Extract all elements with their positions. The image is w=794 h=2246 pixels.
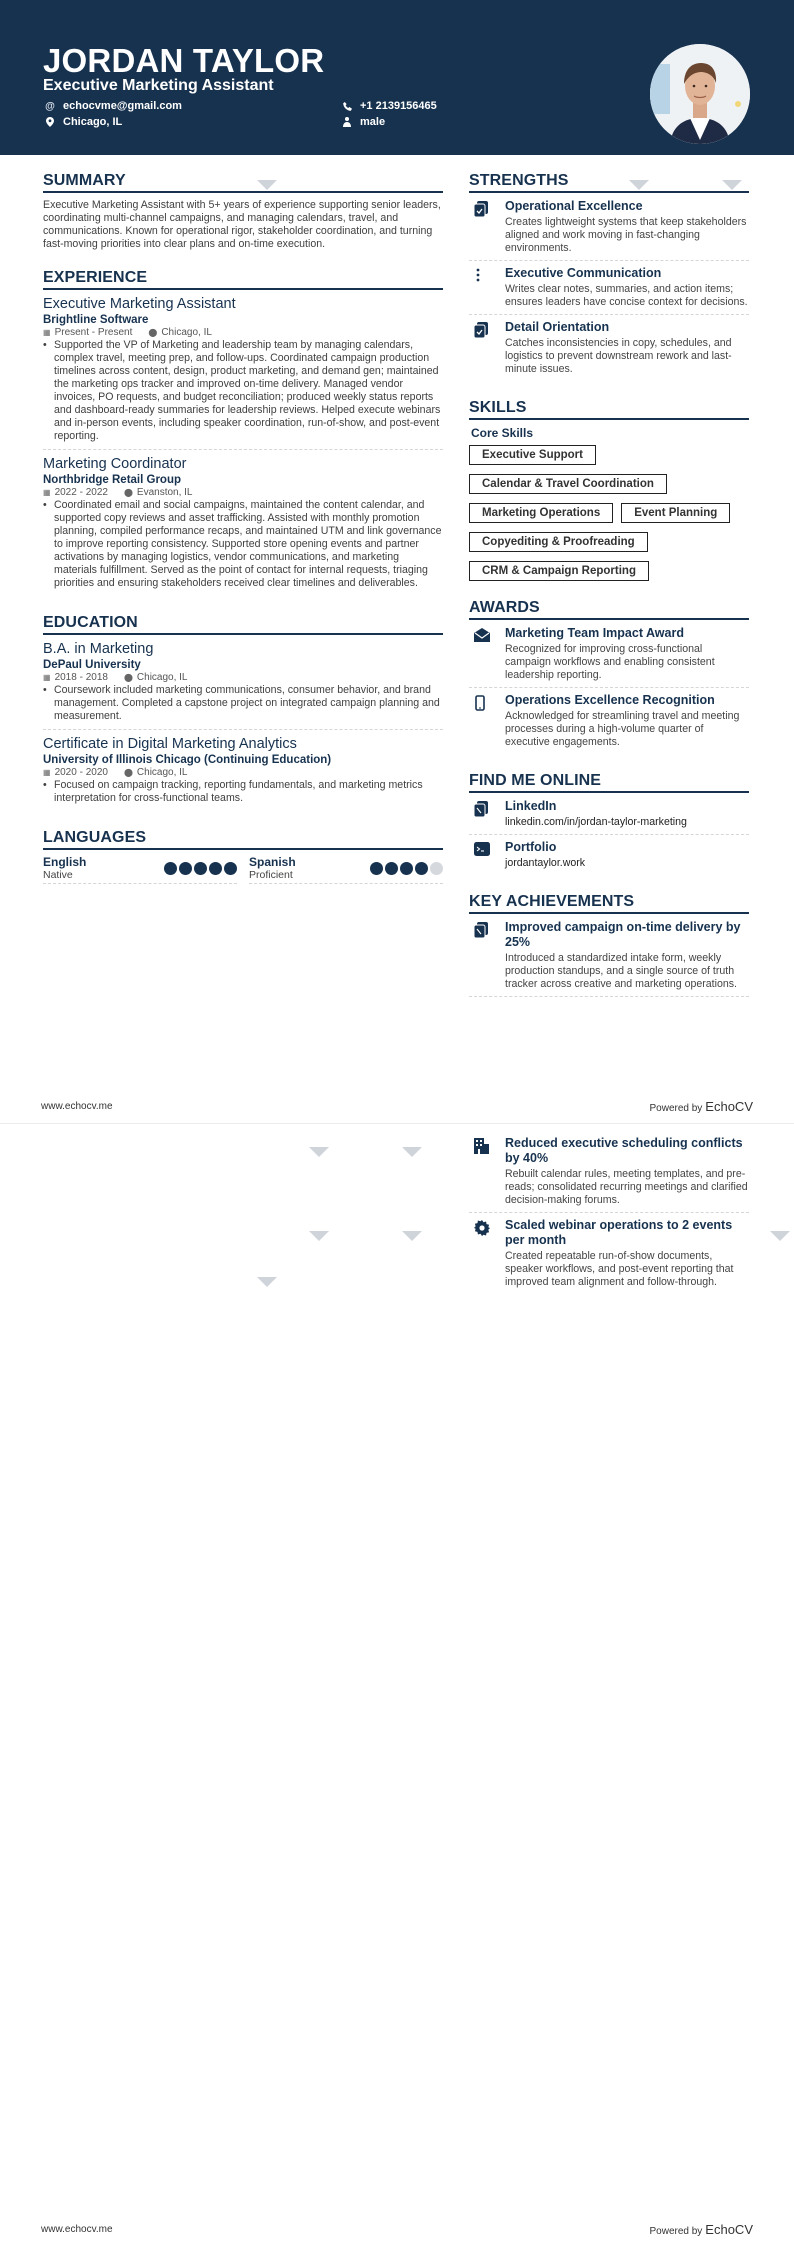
job-meta bbox=[43, 327, 443, 338]
skills-subheading: Core Skills bbox=[471, 426, 534, 440]
degree-title: Certificate in Digital Marketing Analytics bbox=[43, 736, 297, 752]
person-icon bbox=[342, 117, 352, 127]
language-name: English bbox=[43, 855, 87, 869]
powered-by-text: Powered by bbox=[649, 1102, 703, 1114]
skill-tag: Copyediting & Proofreading bbox=[469, 532, 648, 552]
left-column bbox=[43, 172, 443, 902]
award-item bbox=[469, 693, 749, 754]
map-pin-icon: ⬤ bbox=[123, 673, 133, 682]
job-bullet: • Coordinated email and social campaigns, maintained the content calendar, and supported copy reviews and asset trafficking. Assisted with monthly promotion planning, compiled performance recaps, and maintained UTM and link governance to improve reporting consistency. Supported store opening events and partner activations by managing logistics, vendor communications, and marketing materials fulfillment. Served as the point of contact for internal requests, triaging priorities and ensuring stakeholders received clear timelines and deliverables. bbox=[43, 499, 442, 589]
phone-text: +1 2139156465 bbox=[360, 100, 437, 112]
calendar-icon: ▦ bbox=[43, 768, 51, 777]
language-item bbox=[249, 856, 443, 884]
job-bullet-text: Coordinated email and social campaigns, maintained the content calendar, and supported copy reviews and asset trafficking. Assisted with monthly promotion planning, compiled performance recaps, and maintained UTM and link governance to improve reporting consistency. Supported store opening events and partner activations by managing logistics, vendor communications, and marketing materials fulfillment. Served as the point of contact for internal requests, triaging priorities and ensuring stakeholders received clear timelines and deliverables. bbox=[54, 499, 442, 589]
building-icon bbox=[469, 1136, 505, 1207]
summary-heading: SUMMARY bbox=[43, 172, 443, 193]
strength-item bbox=[469, 266, 749, 315]
language-name: Spanish bbox=[249, 855, 296, 869]
experience-heading: EXPERIENCE bbox=[43, 269, 443, 290]
language-level: Proficient bbox=[249, 869, 293, 881]
resume-page-2 bbox=[0, 1123, 794, 2246]
clipboard-icon bbox=[469, 799, 505, 829]
strength-title: Operational Excellence bbox=[505, 199, 643, 213]
education-dates: 2018 - 2018 bbox=[54, 672, 108, 683]
map-pin-icon: ⬤ bbox=[123, 768, 133, 777]
job-title: Executive Marketing Assistant bbox=[43, 296, 236, 312]
job-dates: 2022 - 2022 bbox=[54, 487, 108, 498]
decorative-triangle bbox=[309, 1231, 329, 1241]
map-pin-icon: ⬤ bbox=[148, 328, 158, 337]
school-name: University of Illinois Chicago (Continuing Education) bbox=[43, 754, 332, 766]
education-location: Chicago, IL bbox=[136, 672, 188, 683]
skill-tag: Executive Support bbox=[469, 445, 596, 465]
company-name: Northbridge Retail Group bbox=[43, 474, 181, 486]
strengths-section bbox=[469, 172, 749, 381]
strength-item bbox=[469, 320, 749, 381]
decorative-triangle bbox=[257, 1277, 277, 1287]
online-item[interactable] bbox=[469, 840, 749, 875]
education-meta bbox=[43, 767, 443, 778]
language-rating bbox=[164, 862, 237, 875]
page-footer bbox=[0, 1089, 794, 1123]
brand-name: EchoCV bbox=[705, 2221, 753, 2237]
skill-tag: CRM & Campaign Reporting bbox=[469, 561, 649, 581]
right-column-continued bbox=[469, 1136, 749, 1299]
online-heading: FIND ME ONLINE bbox=[469, 772, 749, 793]
education-dates: 2020 - 2020 bbox=[54, 767, 108, 778]
strength-desc: Creates lightweight systems that keep stakeholders aligned and work moving in fast-changing environments. bbox=[505, 216, 747, 254]
map-pin-icon bbox=[45, 117, 55, 127]
phone-icon bbox=[342, 102, 352, 111]
education-meta bbox=[43, 672, 443, 683]
at-icon: @ bbox=[45, 100, 55, 112]
education-heading: EDUCATION bbox=[43, 614, 443, 635]
decorative-triangle bbox=[309, 1147, 329, 1157]
contact-location bbox=[45, 116, 122, 128]
email-text: echocvme@gmail.com bbox=[63, 100, 182, 112]
achievement-title: Improved campaign on-time delivery by 25% bbox=[505, 920, 741, 949]
calendar-icon: ▦ bbox=[43, 488, 51, 497]
language-item bbox=[43, 856, 237, 884]
footer-site-link[interactable]: www.echocv.me bbox=[41, 1100, 113, 1112]
online-section bbox=[469, 772, 749, 875]
candidate-title: Executive Marketing Assistant bbox=[43, 77, 274, 94]
skill-tag: Marketing Operations bbox=[469, 503, 613, 523]
job-bullet: • Supported the VP of Marketing and leadership team by managing calendars, complex travel, meeting prep, and follow-ups. Coordinated campaign production timelines across content, design, product marketing, and demand gen; maintained the marketing ops tracker and improved on-time delivery. Managed vendor invoices, PO requests, and budget reconciliation; produced weekly status reports and dashboard-ready summaries for leadership reviews. Helped execute webinars and in-person events, including speaker coordination, run-of-show, and post-event reporting. bbox=[43, 339, 443, 443]
clipboard-check-icon bbox=[469, 320, 505, 376]
education-bullet-text: Focused on campaign tracking, reporting fundamentals, and marketing metrics interpretation for cross-functional teams. bbox=[54, 779, 423, 804]
job-dates: Present - Present bbox=[54, 327, 133, 338]
education-bullet: • Focused on campaign tracking, reporting fundamentals, and marketing metrics interpretation for cross-functional teams. bbox=[43, 779, 443, 805]
gender-text: male bbox=[360, 116, 386, 128]
location-text: Chicago, IL bbox=[63, 116, 123, 128]
award-title: Marketing Team Impact Award bbox=[505, 626, 684, 640]
education-entry bbox=[43, 641, 443, 730]
achievement-desc: Created repeatable run-of-show documents, speaker workflows, and post-event reporting that improved team alignment and follow-through. bbox=[505, 1250, 734, 1288]
footer-powered bbox=[649, 2222, 753, 2237]
education-bullet-text: Coursework included marketing communications, consumer behavior, and brand management. Completed a capstone project on integrated campaign planning and measurement. bbox=[54, 684, 440, 722]
degree-title: B.A. in Marketing bbox=[43, 641, 154, 657]
skills-heading: SKILLS bbox=[469, 399, 749, 420]
right-column bbox=[469, 172, 749, 1015]
skill-tag: Calendar & Travel Coordination bbox=[469, 474, 667, 494]
online-item[interactable] bbox=[469, 799, 749, 835]
contact-phone[interactable] bbox=[342, 100, 437, 112]
job-meta bbox=[43, 487, 443, 498]
languages-section bbox=[43, 829, 443, 884]
gear-icon bbox=[469, 1218, 505, 1289]
mobile-phone-icon bbox=[469, 693, 505, 749]
achievement-desc: Rebuilt calendar rules, meeting templates, and pre-reads; consolidated recurring meetings and clarified decision-making forums. bbox=[505, 1168, 748, 1206]
page-footer bbox=[0, 2212, 794, 2246]
contact-gender bbox=[342, 116, 385, 128]
award-desc: Recognized for improving cross-functional campaign workflows and enabling consistent leadership reporting. bbox=[505, 643, 715, 681]
calendar-icon: ▦ bbox=[43, 673, 51, 682]
achievement-title: Scaled webinar operations to 2 events per month bbox=[505, 1218, 733, 1247]
decorative-triangle bbox=[402, 1147, 422, 1157]
award-item bbox=[469, 626, 749, 688]
achievements-heading: KEY ACHIEVEMENTS bbox=[469, 893, 749, 914]
online-link[interactable]: jordantaylor.work bbox=[505, 857, 586, 869]
achievement-title: Reduced executive scheduling conflicts by 40% bbox=[505, 1136, 743, 1165]
footer-site-link[interactable]: www.echocv.me bbox=[41, 2223, 113, 2235]
clipboard-icon bbox=[469, 920, 505, 991]
contact-email[interactable] bbox=[45, 100, 182, 112]
education-section bbox=[43, 614, 443, 811]
awards-section bbox=[469, 599, 749, 754]
online-title: LinkedIn bbox=[505, 799, 557, 813]
skills-section bbox=[469, 399, 749, 581]
language-rating bbox=[370, 862, 443, 875]
achievement-item bbox=[469, 1136, 749, 1213]
job-bullet-text: Supported the VP of Marketing and leadership team by managing calendars, complex travel, meeting prep, and follow-ups. Coordinated campaign production timelines across content, design, product marketing, and demand gen; maintained the marketing ops tracker and improved on-time delivery. Managed vendor invoices, PO requests, and budget reconciliation; produced weekly status reports and dashboard-ready summaries for leadership reviews. Helped execute webinars and in-person events, including speaker coordination, run-of-show, and post-event reporting. bbox=[54, 339, 441, 442]
achievement-item bbox=[469, 920, 749, 997]
footer-powered bbox=[649, 1099, 753, 1114]
clipboard-check-icon bbox=[469, 199, 505, 255]
experience-section bbox=[43, 269, 443, 596]
online-title: Portfolio bbox=[505, 840, 557, 854]
languages-heading: LANGUAGES bbox=[43, 829, 443, 850]
candidate-name: JORDAN TAYLOR bbox=[43, 42, 325, 79]
company-name: Brightline Software bbox=[43, 314, 149, 326]
education-bullet: • Coursework included marketing communications, consumer behavior, and brand management. Completed a capstone project on integrated campaign planning and measurement. bbox=[43, 684, 443, 723]
award-title: Operations Excellence Recognition bbox=[505, 693, 715, 707]
map-pin-icon: ⬤ bbox=[123, 488, 133, 497]
achievement-item bbox=[469, 1218, 749, 1294]
education-entry bbox=[43, 736, 443, 811]
awards-heading: AWARDS bbox=[469, 599, 749, 620]
decorative-triangle bbox=[770, 1231, 790, 1241]
avatar bbox=[650, 44, 750, 144]
strength-item bbox=[469, 199, 749, 261]
strength-desc: Catches inconsistencies in copy, schedules, and logistics to prevent downstream rework and last-minute issues. bbox=[505, 337, 732, 375]
strengths-heading: STRENGTHS bbox=[469, 172, 749, 193]
calendar-icon: ▦ bbox=[43, 328, 51, 337]
strength-title: Detail Orientation bbox=[505, 320, 610, 334]
summary-section bbox=[43, 172, 443, 251]
envelope-open-icon bbox=[469, 626, 505, 682]
summary-text: Executive Marketing Assistant with 5+ years of experience supporting senior leaders, coordinating multi-channel campaigns, and managing calendars, travel, and communications. Known for operational rigor, stakeholder coordination, and turning fast-moving priorities into clear plans and on-time execution. bbox=[43, 199, 441, 250]
job-location: Chicago, IL bbox=[161, 327, 212, 338]
school-name: DePaul University bbox=[43, 659, 141, 671]
experience-entry bbox=[43, 456, 443, 596]
language-level: Native bbox=[43, 869, 73, 881]
online-link[interactable]: linkedin.com/in/jordan-taylor-marketing bbox=[505, 816, 687, 828]
award-desc: Acknowledged for streamlining travel and meeting processes during a high-volume quarter of executive engagements. bbox=[505, 710, 740, 748]
powered-by-text: Powered by bbox=[649, 2225, 703, 2237]
brand-name: EchoCV bbox=[705, 1098, 753, 1114]
job-title: Marketing Coordinator bbox=[43, 456, 187, 472]
skill-tag: Event Planning bbox=[621, 503, 730, 523]
job-location: Evanston, IL bbox=[136, 487, 193, 498]
skill-tags bbox=[469, 445, 749, 581]
vertical-dots-icon bbox=[469, 266, 505, 309]
terminal-icon bbox=[469, 840, 505, 870]
strength-desc: Writes clear notes, summaries, and action items; ensures leaders have concise context for decisions. bbox=[505, 283, 748, 308]
decorative-triangle bbox=[402, 1231, 422, 1241]
resume-header bbox=[0, 0, 794, 155]
experience-entry bbox=[43, 296, 443, 450]
achievement-desc: Introduced a standardized intake form, weekly production standups, and a single source of truth tracker across creative and marketing operations. bbox=[505, 952, 737, 990]
education-location: Chicago, IL bbox=[136, 767, 188, 778]
achievements-section bbox=[469, 893, 749, 997]
strength-title: Executive Communication bbox=[505, 266, 662, 280]
